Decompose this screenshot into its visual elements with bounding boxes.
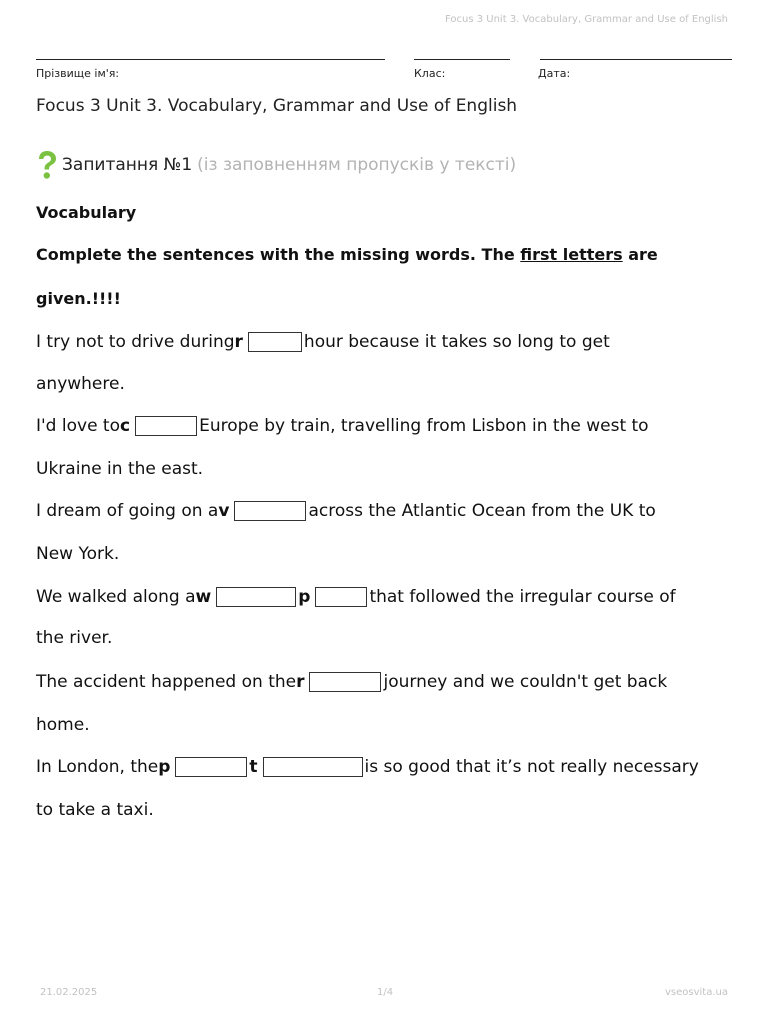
hint-letter: c	[120, 416, 131, 436]
instruction-underlined: first letters	[520, 245, 623, 264]
footer-date: 21.02.2025	[40, 987, 98, 998]
sentence-4	[36, 585, 676, 609]
instruction-line-2: given.!!!!	[36, 289, 121, 308]
sentence-1-continued: anywhere.	[36, 374, 125, 394]
footer-site-link[interactable]: vseosvita.ua	[665, 987, 728, 998]
hint-letter: v	[218, 501, 230, 521]
gap-input[interactable]	[234, 501, 306, 521]
sentence-2	[36, 414, 649, 438]
hint-letter: t	[249, 757, 258, 777]
sentence-text: The accident happened on the	[36, 672, 297, 692]
date-line	[540, 59, 732, 60]
class-label: Клас:	[414, 67, 446, 80]
sentence-4-continued: the river.	[36, 628, 113, 648]
instruction-text-end: are	[622, 245, 658, 264]
sentence-text: I try not to drive during	[36, 332, 235, 352]
sentence-1	[36, 330, 610, 354]
sentence-text: I dream of going on a	[36, 501, 219, 521]
hint-letter: p	[158, 757, 171, 777]
sentence-3	[36, 499, 656, 523]
question-type: (із заповненням пропусків у тексті)	[197, 155, 517, 175]
sentence-text: across the Atlantic Ocean from the UK to	[308, 501, 656, 521]
sentence-5	[36, 670, 667, 694]
sentence-6-continued: to take a taxi.	[36, 800, 154, 820]
gap-input[interactable]	[135, 416, 197, 436]
hint-letter: w	[195, 587, 212, 607]
name-line	[36, 59, 385, 60]
question-header	[36, 150, 516, 180]
gap-input[interactable]	[263, 757, 363, 777]
gap-input[interactable]	[216, 587, 296, 607]
hint-letter: p	[298, 587, 311, 607]
sentence-text: journey and we couldn't get back	[383, 672, 668, 692]
date-label: Дата:	[538, 67, 571, 80]
footer-page-number: 1/4	[377, 987, 394, 998]
gap-input[interactable]	[315, 587, 367, 607]
hint-letter: r	[234, 332, 243, 352]
class-line	[414, 59, 510, 60]
question-mark-icon	[36, 150, 58, 180]
gap-input[interactable]	[309, 672, 381, 692]
sentence-text: hour because it takes so long to get	[303, 332, 610, 352]
instruction-line-1	[36, 245, 658, 264]
sentence-text: In London, the	[36, 757, 159, 777]
sentence-6	[36, 755, 699, 779]
section-title: Vocabulary	[36, 203, 137, 222]
header-doc-title: Focus 3 Unit 3. Vocabulary, Grammar and Use of English	[445, 14, 728, 25]
sentence-text: that followed the irregular course of	[369, 587, 676, 607]
page-title: Focus 3 Unit 3. Vocabulary, Grammar and Use of English	[36, 96, 518, 116]
hint-letter: r	[296, 672, 305, 692]
sentence-3-continued: New York.	[36, 544, 120, 564]
sentence-text: Europe by train, travelling from Lisbon in the west to	[199, 416, 649, 436]
sentence-text: is so good that it’s not really necessary	[364, 757, 699, 777]
sentence-2-continued: Ukraine in the east.	[36, 459, 204, 479]
name-label: Прізвище ім'я:	[36, 67, 120, 80]
instruction-text: Complete the sentences with the missing words. The	[36, 245, 521, 264]
sentence-text: We walked along a	[36, 587, 196, 607]
sentence-text: I'd love to	[36, 416, 120, 436]
gap-input[interactable]	[248, 332, 302, 352]
sentence-5-continued: home.	[36, 715, 90, 735]
gap-input[interactable]	[175, 757, 247, 777]
question-label: Запитання №1	[62, 155, 193, 175]
